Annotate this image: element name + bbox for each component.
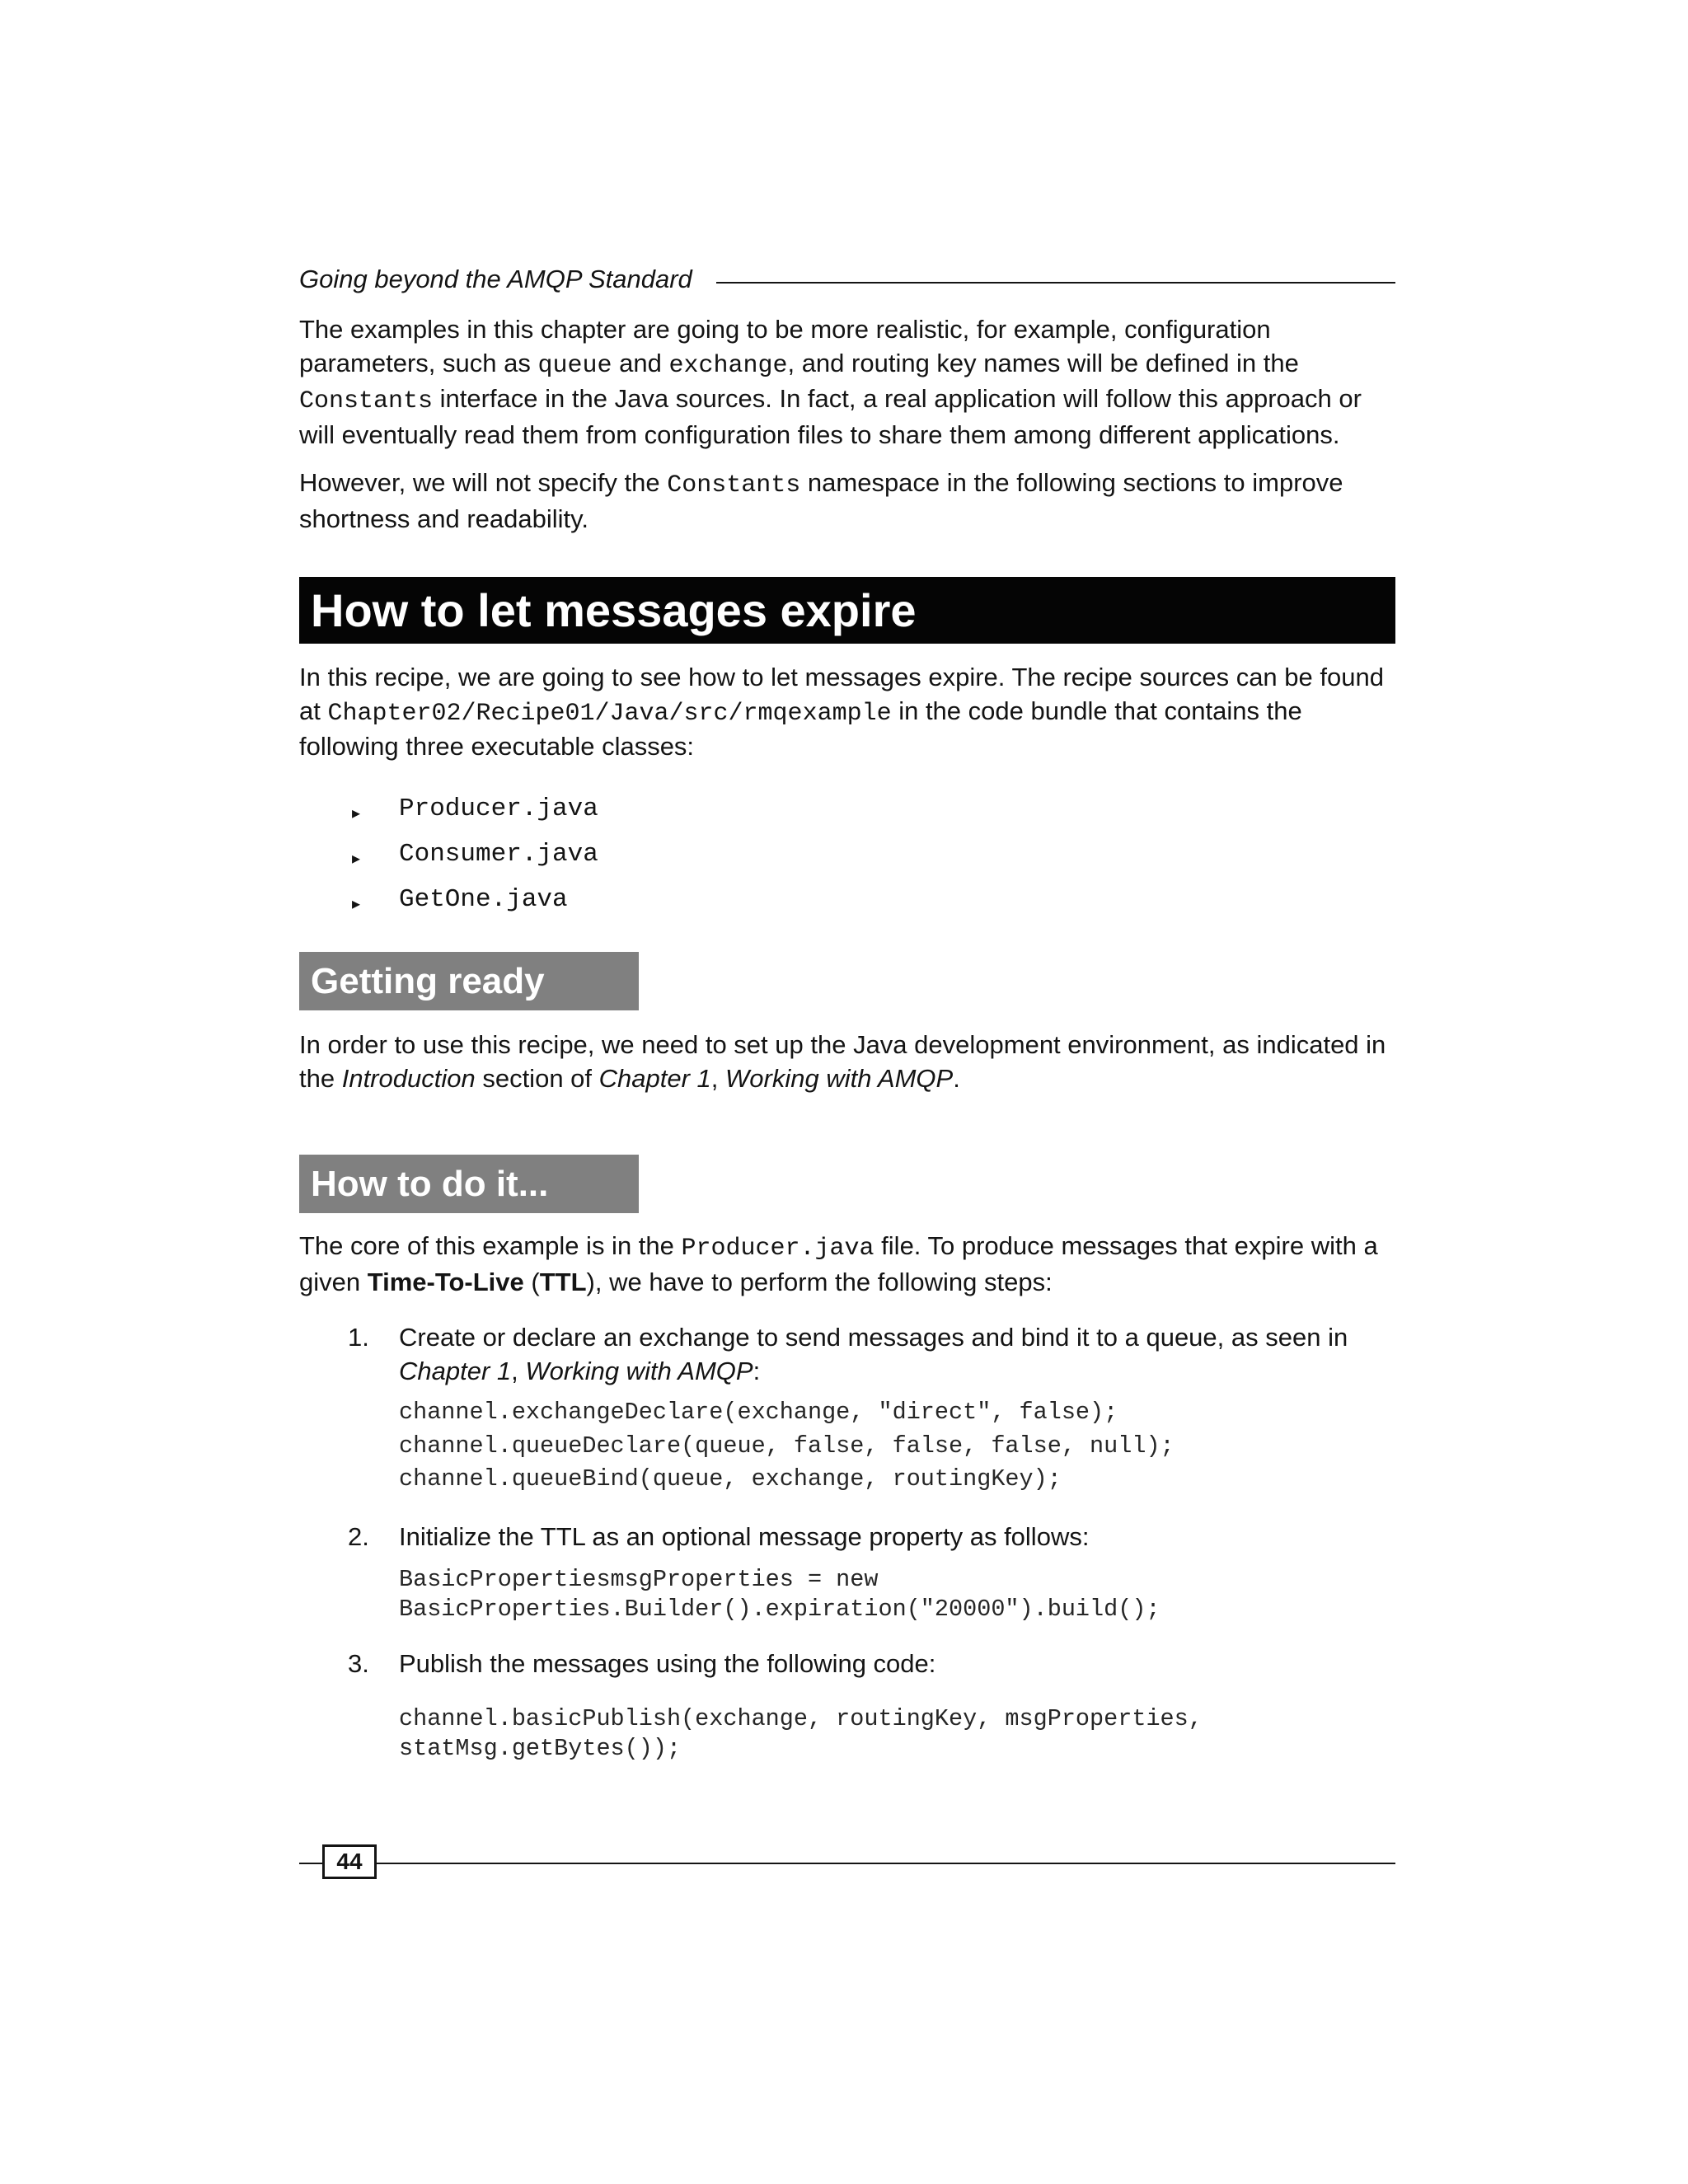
section-heading: How to let messages expire — [311, 584, 917, 636]
italic-text: Chapter 1 — [598, 1063, 711, 1093]
step-1 — [299, 1321, 1395, 1389]
running-header-title: Going beyond the AMQP Standard — [299, 265, 692, 293]
bold-term: TTL — [539, 1267, 587, 1296]
text: Publish the messages using the following code: — [399, 1649, 936, 1678]
text: The examples in this chapter are going to be more realistic, for example, configuration parameters, such as — [299, 315, 1271, 377]
text: file. To produce messages that expire with a given — [299, 1231, 1378, 1296]
section-paragraph — [299, 661, 1395, 764]
inline-code-constants: Constants — [667, 471, 801, 499]
list-item — [352, 793, 1341, 838]
list-item — [352, 883, 1341, 929]
step-number: 2. — [348, 1522, 369, 1551]
step-number: 1. — [348, 1323, 369, 1352]
text: section of — [475, 1063, 599, 1093]
text: interface in the Java sources. In fact, a real application will follow this approach or will eventually read them from configuration files to share them among different applications. — [299, 384, 1362, 449]
file-name: Consumer.java — [399, 840, 598, 869]
inline-code-producer: Producer.java — [681, 1235, 874, 1263]
step-text — [399, 1647, 1395, 1681]
footer-rule — [299, 1863, 1395, 1864]
file-list — [352, 793, 1341, 929]
bullet-triangle-icon: ▸ — [352, 850, 361, 868]
text: In this recipe, we are going to see how to let messages expire. The recipe sources can be found at — [299, 663, 1384, 725]
bullet-triangle-icon: ▸ — [352, 895, 361, 913]
italic-text: Introduction — [341, 1063, 476, 1093]
step-text — [399, 1521, 1395, 1554]
inline-code-constants: Constants — [299, 387, 434, 415]
section-heading-bar — [299, 577, 1395, 644]
text: and — [612, 348, 669, 377]
step-text — [399, 1321, 1395, 1388]
list-item — [352, 838, 1341, 883]
text: ), we have to perform the following steps: — [586, 1267, 1053, 1296]
step-3 — [299, 1647, 1395, 1681]
step-2 — [299, 1521, 1395, 1554]
text: : — [753, 1356, 761, 1385]
italic-text: Working with AMQP — [525, 1356, 753, 1385]
text: , — [710, 1063, 726, 1093]
code-block-2: BasicPropertiesmsgProperties = new BasicProperties.Builder().expiration("20000").build(); — [399, 1566, 1160, 1623]
bold-term: Time-To-Live — [367, 1267, 524, 1296]
text: namespace in the following sections to improve shortness and readability. — [299, 468, 1343, 533]
how-to-heading-bar — [299, 1155, 639, 1213]
getting-ready-heading-bar — [299, 952, 639, 1010]
text: Initialize the TTL as an optional message property as follows: — [399, 1522, 1090, 1551]
intro-paragraph-2 — [299, 466, 1395, 536]
text: ( — [523, 1267, 540, 1296]
step-number: 3. — [348, 1649, 369, 1678]
text: . — [953, 1063, 960, 1093]
getting-ready-paragraph — [299, 1029, 1395, 1095]
file-name: Producer.java — [399, 794, 598, 823]
text: In order to use this recipe, we need to set up the Java development environment, as indicated in the — [299, 1030, 1386, 1093]
text: The core of this example is in the — [299, 1231, 682, 1260]
code-block-1: channel.exchangeDeclare(exchange, "direct", false); channel.queueDeclare(queue, false, false, false, null); channel.queueBind(queue, exchange, routingKey); — [399, 1399, 1175, 1493]
text: However, we will not specify the — [299, 468, 668, 497]
page-number: 44 — [322, 1844, 377, 1879]
text: , and routing key names will be defined in the — [787, 348, 1299, 377]
page-footer — [299, 1844, 1395, 1877]
text: , — [511, 1356, 526, 1385]
header-rule — [716, 282, 1395, 284]
how-to-paragraph — [299, 1230, 1395, 1299]
getting-ready-heading: Getting ready — [311, 961, 545, 1001]
how-to-heading: How to do it... — [311, 1164, 549, 1204]
inline-code-queue: queue — [537, 351, 612, 380]
intro-paragraph-1 — [299, 313, 1395, 452]
text: in the code bundle that contains the following three executable classes: — [299, 696, 1302, 761]
inline-code-exchange: exchange — [668, 351, 788, 380]
italic-text: Working with AMQP — [725, 1063, 954, 1093]
inline-code-path: Chapter02/Recipe01/Java/src/rmqexample — [327, 699, 892, 728]
bullet-triangle-icon: ▸ — [352, 804, 361, 823]
italic-text: Chapter 1 — [399, 1356, 512, 1385]
running-header — [299, 262, 1395, 297]
code-block-3: channel.basicPublish(exchange, routingKey, msgProperties, statMsg.getBytes()); — [399, 1705, 1203, 1762]
file-name: GetOne.java — [399, 885, 568, 914]
text: Create or declare an exchange to send messages and bind it to a queue, as seen in — [399, 1323, 1348, 1352]
